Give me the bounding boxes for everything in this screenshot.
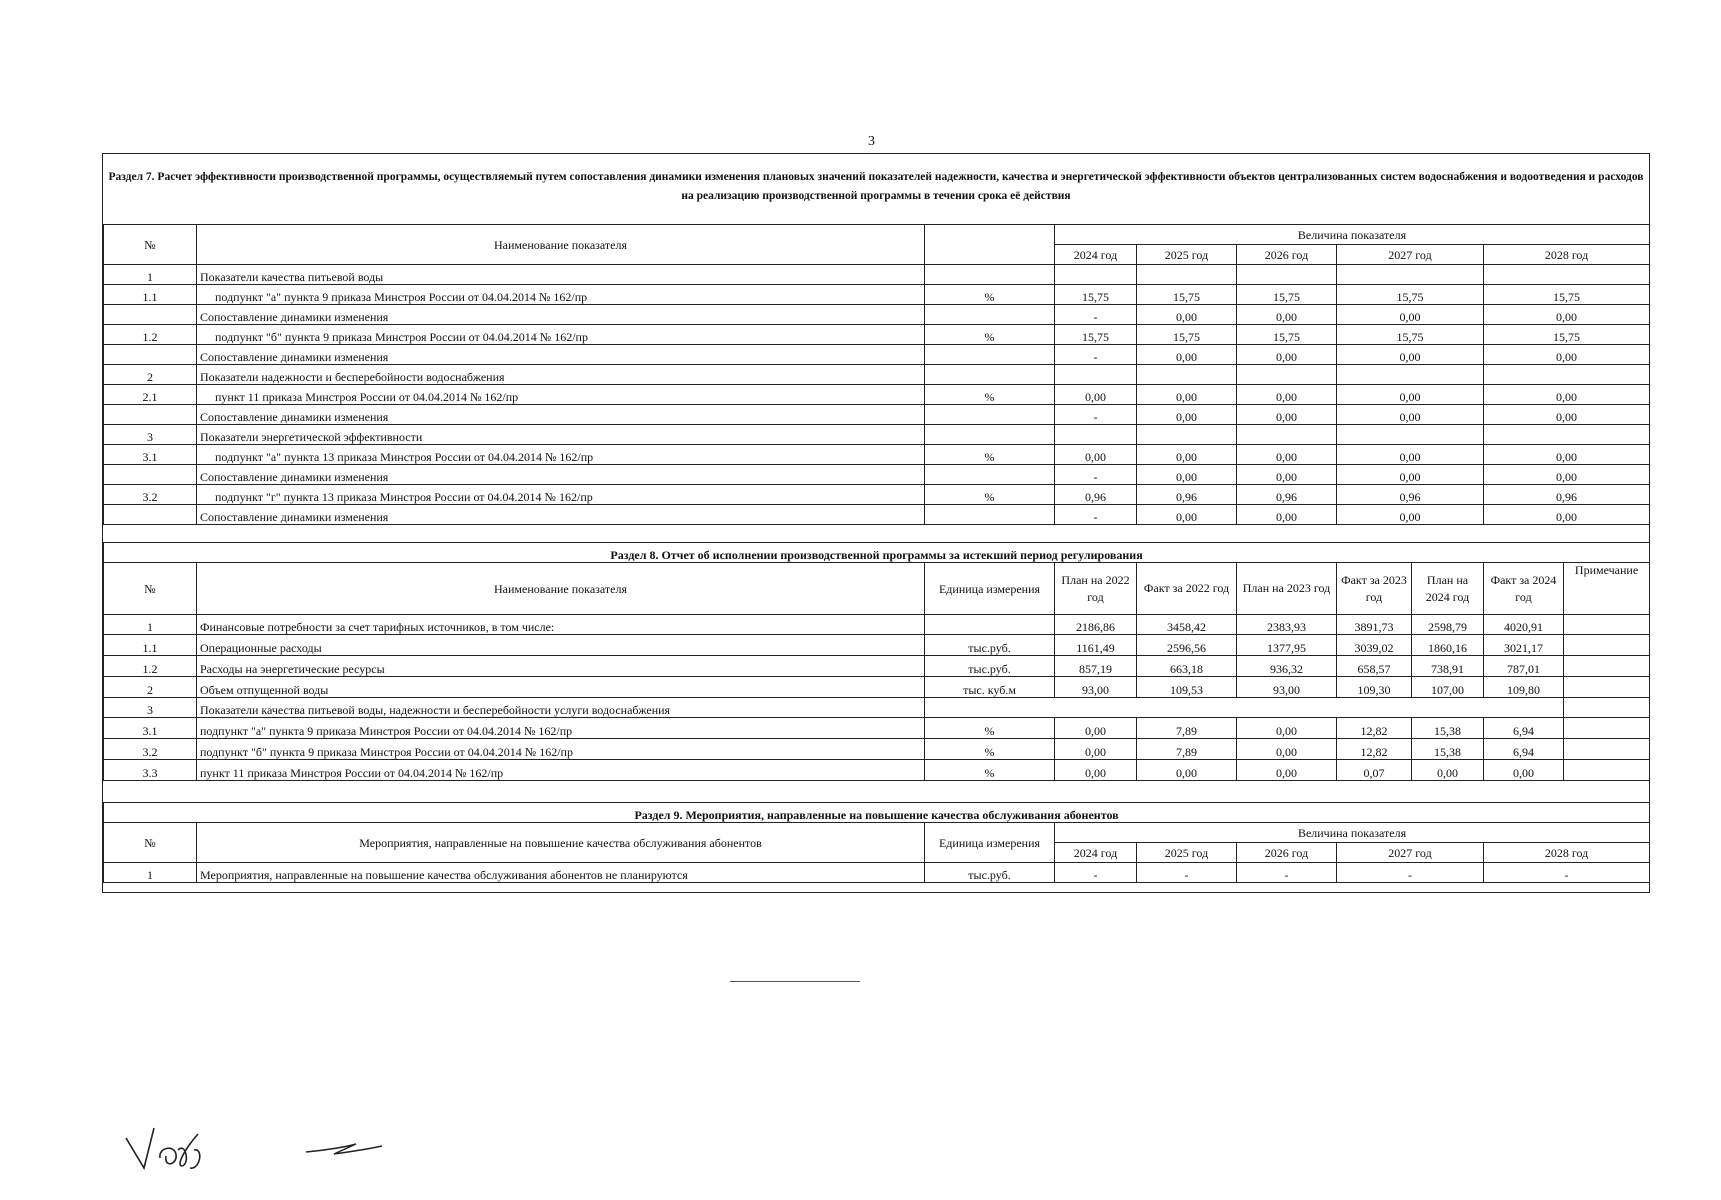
- row-value: 0,00: [1337, 345, 1484, 365]
- row-unit: %: [925, 445, 1055, 465]
- row-value: [1337, 425, 1484, 445]
- document-sheet: [102, 153, 1650, 893]
- row-note: [1564, 698, 1650, 718]
- row-value: 6,94: [1484, 718, 1564, 739]
- table-row: [104, 345, 1650, 365]
- header-col: План на 2022 год: [1055, 563, 1137, 615]
- row-value: 936,32: [1237, 656, 1337, 677]
- row-value: 4020,91: [1484, 615, 1564, 635]
- row-value: 2596,56: [1137, 635, 1237, 656]
- table-row: [104, 465, 1650, 485]
- section9-title: Раздел 9. Мероприятия, направленные на повышение качества обслуживания абонентов: [104, 803, 1650, 823]
- signature-line: [730, 981, 860, 982]
- row-value: 0,00: [1484, 445, 1650, 465]
- row-value: 0,00: [1337, 305, 1484, 325]
- row-num: 1: [104, 615, 197, 635]
- row-num: 2: [104, 365, 197, 385]
- row-value: 12,82: [1337, 718, 1412, 739]
- row-value: 107,00: [1412, 677, 1484, 698]
- row-unit: %: [925, 325, 1055, 345]
- row-name: подпункт "а" пункта 9 приказа Минстроя России от 04.04.2014 № 162/пр: [197, 285, 925, 305]
- row-num: 3.3: [104, 760, 197, 781]
- row-value: 0,96: [1055, 485, 1137, 505]
- row-value: 0,00: [1137, 445, 1237, 465]
- row-num: 2: [104, 677, 197, 698]
- row-name: подпункт "а" пункта 13 приказа Минстроя России от 04.04.2014 № 162/пр: [197, 445, 925, 465]
- row-name: Показатели качества питьевой воды, надежности и бесперебойности услуги водоснабжения: [197, 698, 925, 718]
- row-value: 15,75: [1137, 285, 1237, 305]
- row-unit: %: [925, 285, 1055, 305]
- row-name: подпункт "г" пункта 13 приказа Минстроя России от 04.04.2014 № 162/пр: [197, 485, 925, 505]
- row-value: 0,00: [1412, 760, 1484, 781]
- row-num: 3.2: [104, 739, 197, 760]
- header-value-group: Величина показателя: [1055, 225, 1650, 245]
- row-value: 15,38: [1412, 718, 1484, 739]
- row-value: 15,75: [1055, 325, 1137, 345]
- row-value: 3021,17: [1484, 635, 1564, 656]
- table-row: [104, 615, 1650, 635]
- row-group-fill: [925, 698, 1564, 718]
- header-year: 2028 год: [1484, 245, 1650, 265]
- row-value: -: [1055, 345, 1137, 365]
- table-row: [104, 305, 1650, 325]
- header-num: №: [104, 823, 197, 863]
- table-row: [104, 405, 1650, 425]
- row-value: [1484, 265, 1650, 285]
- section9-body: [104, 863, 1650, 883]
- row-value: -: [1055, 465, 1137, 485]
- row-unit: [925, 265, 1055, 285]
- row-name: Объем отпущенной воды: [197, 677, 925, 698]
- table-row: [104, 485, 1650, 505]
- row-note: [1564, 760, 1650, 781]
- row-num: [104, 505, 197, 525]
- row-value: 12,82: [1337, 739, 1412, 760]
- row-name: Сопоставление динамики изменения: [197, 405, 925, 425]
- header-num: №: [104, 563, 197, 615]
- row-num: 1: [104, 265, 197, 285]
- row-value: 0,00: [1237, 345, 1337, 365]
- section7-title: Раздел 7. Расчет эффективности производственной программы, осуществляемый путем сопоставления динамики изменения плановых значений показателей надежности, качества и энергетической эффективности объектов централизованных систем водоснабжения и водоотведения и расходов на реализацию производственной программы в течении срока её действия: [108, 171, 1644, 202]
- section9-table: [103, 802, 1650, 883]
- row-value: 15,38: [1412, 739, 1484, 760]
- row-unit: тыс.руб.: [925, 656, 1055, 677]
- row-value: 15,75: [1055, 285, 1137, 305]
- header-col: План на 2024 год: [1412, 563, 1484, 615]
- row-name: подпункт "а" пункта 9 приказа Минстроя России от 04.04.2014 № 162/пр: [197, 718, 925, 739]
- row-value: 15,75: [1484, 285, 1650, 305]
- row-value: 0,00: [1055, 739, 1137, 760]
- row-value: [1484, 365, 1650, 385]
- row-value: 1161,49: [1055, 635, 1137, 656]
- row-unit: [925, 345, 1055, 365]
- row-num: [104, 305, 197, 325]
- row-value: 1860,16: [1412, 635, 1484, 656]
- row-unit: %: [925, 485, 1055, 505]
- row-num: 3.1: [104, 445, 197, 465]
- row-name: Показатели надежности и бесперебойности водоснабжения: [197, 365, 925, 385]
- row-value: 0,00: [1484, 405, 1650, 425]
- section7-table: [103, 224, 1650, 525]
- table-row: [104, 385, 1650, 405]
- handwritten-signature: [120, 1120, 420, 1180]
- row-value: 7,89: [1137, 739, 1237, 760]
- row-value: 3039,02: [1337, 635, 1412, 656]
- header-year: 2025 год: [1137, 843, 1237, 863]
- row-value: 93,00: [1055, 677, 1137, 698]
- table-row: [104, 718, 1650, 739]
- row-num: 1: [104, 863, 197, 883]
- table-row: [104, 863, 1650, 883]
- header-name: Мероприятия, направленные на повышение качества обслуживания абонентов: [197, 823, 925, 863]
- table-row: [104, 365, 1650, 385]
- row-value: 109,80: [1484, 677, 1564, 698]
- page-number: 3: [868, 134, 875, 149]
- row-value: 0,00: [1237, 718, 1337, 739]
- row-value: [1137, 365, 1237, 385]
- row-value: [1484, 425, 1650, 445]
- row-value: 857,19: [1055, 656, 1137, 677]
- header-year: 2027 год: [1337, 245, 1484, 265]
- row-value: 0,00: [1137, 305, 1237, 325]
- row-value: 15,75: [1337, 285, 1484, 305]
- row-value: 0,96: [1337, 485, 1484, 505]
- header-year: 2026 год: [1237, 245, 1337, 265]
- header-value-group: Величина показателя: [1055, 823, 1650, 843]
- row-name: Мероприятия, направленные на повышение качества обслуживания абонентов не планируются: [197, 863, 925, 883]
- section8-table: [103, 542, 1650, 781]
- table-row: [104, 505, 1650, 525]
- row-value: [1237, 265, 1337, 285]
- row-value: [1237, 365, 1337, 385]
- header-col: Факт за 2022 год: [1137, 563, 1237, 615]
- header-unit: [925, 225, 1055, 265]
- row-value: 0,00: [1055, 760, 1137, 781]
- row-value: 2598,79: [1412, 615, 1484, 635]
- row-value: -: [1055, 505, 1137, 525]
- row-value: 0,00: [1237, 739, 1337, 760]
- row-unit: тыс. куб.м: [925, 677, 1055, 698]
- row-value: [1055, 265, 1137, 285]
- row-value: 0,00: [1237, 445, 1337, 465]
- header-unit: Единица измерения: [925, 563, 1055, 615]
- header-year: 2024 год: [1055, 843, 1137, 863]
- row-value: 0,96: [1137, 485, 1237, 505]
- row-unit: тыс.руб.: [925, 863, 1055, 883]
- row-value: 0,00: [1484, 385, 1650, 405]
- table-row: [104, 325, 1650, 345]
- row-value: 0,96: [1237, 485, 1337, 505]
- row-value: 15,75: [1237, 325, 1337, 345]
- row-note: [1564, 656, 1650, 677]
- row-unit: %: [925, 739, 1055, 760]
- row-value: 0,00: [1237, 465, 1337, 485]
- row-num: 1.2: [104, 325, 197, 345]
- row-value: -: [1237, 863, 1337, 883]
- row-value: 0,00: [1237, 385, 1337, 405]
- row-unit: [925, 405, 1055, 425]
- header-col: План на 2023 год: [1237, 563, 1337, 615]
- row-value: 0,00: [1337, 505, 1484, 525]
- row-num: 1.1: [104, 285, 197, 305]
- row-name: Показатели энергетической эффективности: [197, 425, 925, 445]
- row-num: 3: [104, 425, 197, 445]
- row-note: [1564, 718, 1650, 739]
- table-row: [104, 265, 1650, 285]
- row-value: 0,00: [1055, 445, 1137, 465]
- row-name: Сопоставление динамики изменения: [197, 505, 925, 525]
- row-unit: [925, 305, 1055, 325]
- table-row: [104, 635, 1650, 656]
- header-col: Факт за 2023 год: [1337, 563, 1412, 615]
- row-value: 93,00: [1237, 677, 1337, 698]
- row-value: 738,91: [1412, 656, 1484, 677]
- row-unit: %: [925, 385, 1055, 405]
- row-name: Операционные расходы: [197, 635, 925, 656]
- row-value: -: [1137, 863, 1237, 883]
- row-name: пункт 11 приказа Минстроя России от 04.04.2014 № 162/пр: [197, 385, 925, 405]
- row-value: 0,00: [1055, 385, 1137, 405]
- row-value: 0,00: [1237, 760, 1337, 781]
- row-value: [1237, 425, 1337, 445]
- header-note: Примечание: [1564, 563, 1650, 615]
- row-value: 0,00: [1237, 405, 1337, 425]
- row-name: Показатели качества питьевой воды: [197, 265, 925, 285]
- section8-body: [104, 615, 1650, 781]
- row-value: -: [1484, 863, 1650, 883]
- table-row: [104, 739, 1650, 760]
- row-value: -: [1055, 863, 1137, 883]
- row-unit: [925, 365, 1055, 385]
- row-value: 109,30: [1337, 677, 1412, 698]
- table-row: [104, 656, 1650, 677]
- row-value: 2186,86: [1055, 615, 1137, 635]
- row-num: [104, 465, 197, 485]
- row-value: 0,00: [1337, 405, 1484, 425]
- row-note: [1564, 615, 1650, 635]
- table-row: [104, 445, 1650, 465]
- header-year: 2025 год: [1137, 245, 1237, 265]
- row-value: 0,00: [1237, 505, 1337, 525]
- row-value: -: [1055, 405, 1137, 425]
- table-row: [104, 677, 1650, 698]
- header-year: 2024 год: [1055, 245, 1137, 265]
- row-value: -: [1337, 863, 1484, 883]
- row-value: 0,00: [1137, 385, 1237, 405]
- row-name: подпункт "б" пункта 9 приказа Минстроя России от 04.04.2014 № 162/пр: [197, 325, 925, 345]
- table-row: [104, 698, 1650, 718]
- row-value: 15,75: [1137, 325, 1237, 345]
- header-year: 2028 год: [1484, 843, 1650, 863]
- row-name: Сопоставление динамики изменения: [197, 465, 925, 485]
- row-value: 787,01: [1484, 656, 1564, 677]
- row-value: 0,00: [1137, 505, 1237, 525]
- row-value: 0,00: [1484, 505, 1650, 525]
- row-value: 663,18: [1137, 656, 1237, 677]
- row-value: [1337, 365, 1484, 385]
- row-unit: [925, 465, 1055, 485]
- header-num: №: [104, 225, 197, 265]
- header-year: 2026 год: [1237, 843, 1337, 863]
- row-value: 0,07: [1337, 760, 1412, 781]
- header-name: Наименование показателя: [197, 225, 925, 265]
- header-name: Наименование показателя: [197, 563, 925, 615]
- row-value: 0,00: [1484, 305, 1650, 325]
- row-name: Сопоставление динамики изменения: [197, 345, 925, 365]
- row-unit: [925, 505, 1055, 525]
- row-value: 0,00: [1137, 760, 1237, 781]
- row-num: 3.1: [104, 718, 197, 739]
- row-value: 0,00: [1137, 465, 1237, 485]
- row-note: [1564, 739, 1650, 760]
- row-value: 0,96: [1484, 485, 1650, 505]
- row-value: 15,75: [1237, 285, 1337, 305]
- row-num: 1.2: [104, 656, 197, 677]
- table-row: [104, 760, 1650, 781]
- row-name: Сопоставление динамики изменения: [197, 305, 925, 325]
- row-value: [1337, 265, 1484, 285]
- row-value: 3458,42: [1137, 615, 1237, 635]
- row-num: 1.1: [104, 635, 197, 656]
- row-unit: %: [925, 718, 1055, 739]
- row-num: 2.1: [104, 385, 197, 405]
- row-value: 15,75: [1337, 325, 1484, 345]
- row-value: 0,00: [1337, 445, 1484, 465]
- row-value: 109,53: [1137, 677, 1237, 698]
- row-note: [1564, 635, 1650, 656]
- row-value: 7,89: [1137, 718, 1237, 739]
- row-value: 0,00: [1137, 405, 1237, 425]
- row-value: 0,00: [1484, 465, 1650, 485]
- row-value: 658,57: [1337, 656, 1412, 677]
- row-value: 0,00: [1055, 718, 1137, 739]
- row-value: 0,00: [1137, 345, 1237, 365]
- row-value: 6,94: [1484, 739, 1564, 760]
- row-unit: [925, 615, 1055, 635]
- table-row: [104, 285, 1650, 305]
- row-value: 0,00: [1484, 760, 1564, 781]
- header-unit: Единица измерения: [925, 823, 1055, 863]
- header-col: Факт за 2024 год: [1484, 563, 1564, 615]
- row-value: 15,75: [1484, 325, 1650, 345]
- header-year: 2027 год: [1337, 843, 1484, 863]
- row-value: 3891,73: [1337, 615, 1412, 635]
- row-value: -: [1055, 305, 1137, 325]
- row-value: [1137, 425, 1237, 445]
- row-name: пункт 11 приказа Минстроя России от 04.04.2014 № 162/пр: [197, 760, 925, 781]
- row-num: [104, 345, 197, 365]
- row-unit: [925, 425, 1055, 445]
- row-value: [1055, 365, 1137, 385]
- row-num: 3.2: [104, 485, 197, 505]
- row-value: 0,00: [1237, 305, 1337, 325]
- section8-title: Раздел 8. Отчет об исполнении производственной программы за истекший период регулирования: [104, 543, 1650, 563]
- row-name: Расходы на энергетические ресурсы: [197, 656, 925, 677]
- row-unit: тыс.руб.: [925, 635, 1055, 656]
- row-value: 0,00: [1337, 465, 1484, 485]
- row-num: [104, 405, 197, 425]
- row-name: Финансовые потребности за счет тарифных источников, в том числе:: [197, 615, 925, 635]
- row-unit: %: [925, 760, 1055, 781]
- row-value: 1377,95: [1237, 635, 1337, 656]
- row-num: 3: [104, 698, 197, 718]
- section7-body: [104, 265, 1650, 525]
- row-value: 2383,93: [1237, 615, 1337, 635]
- row-value: [1055, 425, 1137, 445]
- row-value: [1137, 265, 1237, 285]
- table-row: [104, 425, 1650, 445]
- row-value: 0,00: [1484, 345, 1650, 365]
- row-note: [1564, 677, 1650, 698]
- row-value: 0,00: [1337, 385, 1484, 405]
- row-name: подпункт "б" пункта 9 приказа Минстроя России от 04.04.2014 № 162/пр: [197, 739, 925, 760]
